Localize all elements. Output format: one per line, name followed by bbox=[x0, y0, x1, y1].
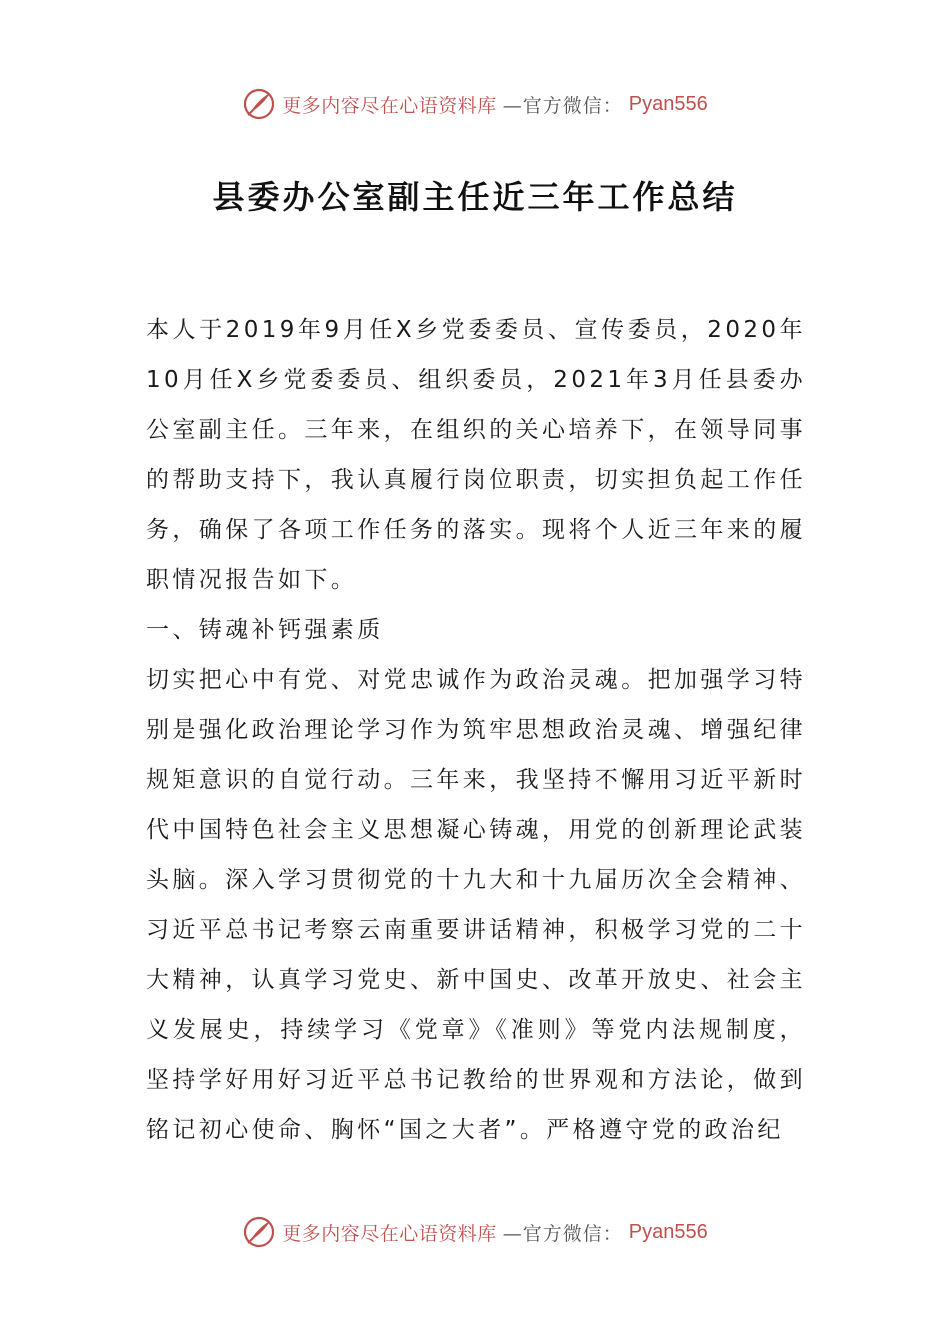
footer-banner-text: 更多内容尽在心语资料库 bbox=[282, 1222, 497, 1245]
footer-banner-sub: —官方微信： bbox=[502, 1222, 623, 1245]
footer-banner-wechat-id: Pyan556 bbox=[628, 1220, 708, 1243]
header-watermark-banner bbox=[0, 84, 950, 124]
document-body bbox=[146, 305, 806, 1155]
header-banner-sub: —官方微信： bbox=[502, 94, 623, 117]
body-paragraph-intro: 本人于2019年9月任X乡党委委员、宣传委员，2020年10月任X乡党委委员、组织委员，2021年3月任县委办公室副主任。三年来，在组织的关心培养下，在领导同事的帮助支持下，我认真履行岗位职责，切实担负起工作任务，确保了各项工作任务的落实。现将个人近三年来的履职情况报告如下。 bbox=[146, 317, 806, 593]
header-banner-wechat-id: Pyan556 bbox=[628, 92, 708, 115]
footer-watermark-banner bbox=[0, 1212, 950, 1252]
document-title: 县委办公室副主任近三年工作总结 bbox=[212, 178, 738, 216]
quill-logo-icon bbox=[242, 1215, 276, 1249]
quill-logo-icon bbox=[242, 87, 276, 121]
body-paragraph-section-1: 切实把心中有党、对党忠诚作为政治灵魂。把加强学习特别是强化政治理论学习作为筑牢思想政治灵魂、增强纪律规矩意识的自觉行动。三年来，我坚持不懈用习近平新时代中国特色社会主义思想凝心铸魂，用党的创新理论武装头脑。深入学习贯彻党的十九大和十九届历次全会精神、习近平总书记考察云南重要讲话精神，积极学习党的二十大精神，认真学习党史、新中国史、改革开放史、社会主义发展史，持续学习《党章》《准则》等党内法规制度，坚持学好用好习近平总书记教给的世界观和方法论，做到铭记初心使命、胸怀“国之大者”。严格遵守党的政治纪 bbox=[146, 667, 806, 1143]
section-heading-1: 一、铸魂补钙强素质 bbox=[146, 617, 384, 643]
header-banner-text: 更多内容尽在心语资料库 bbox=[282, 94, 497, 117]
